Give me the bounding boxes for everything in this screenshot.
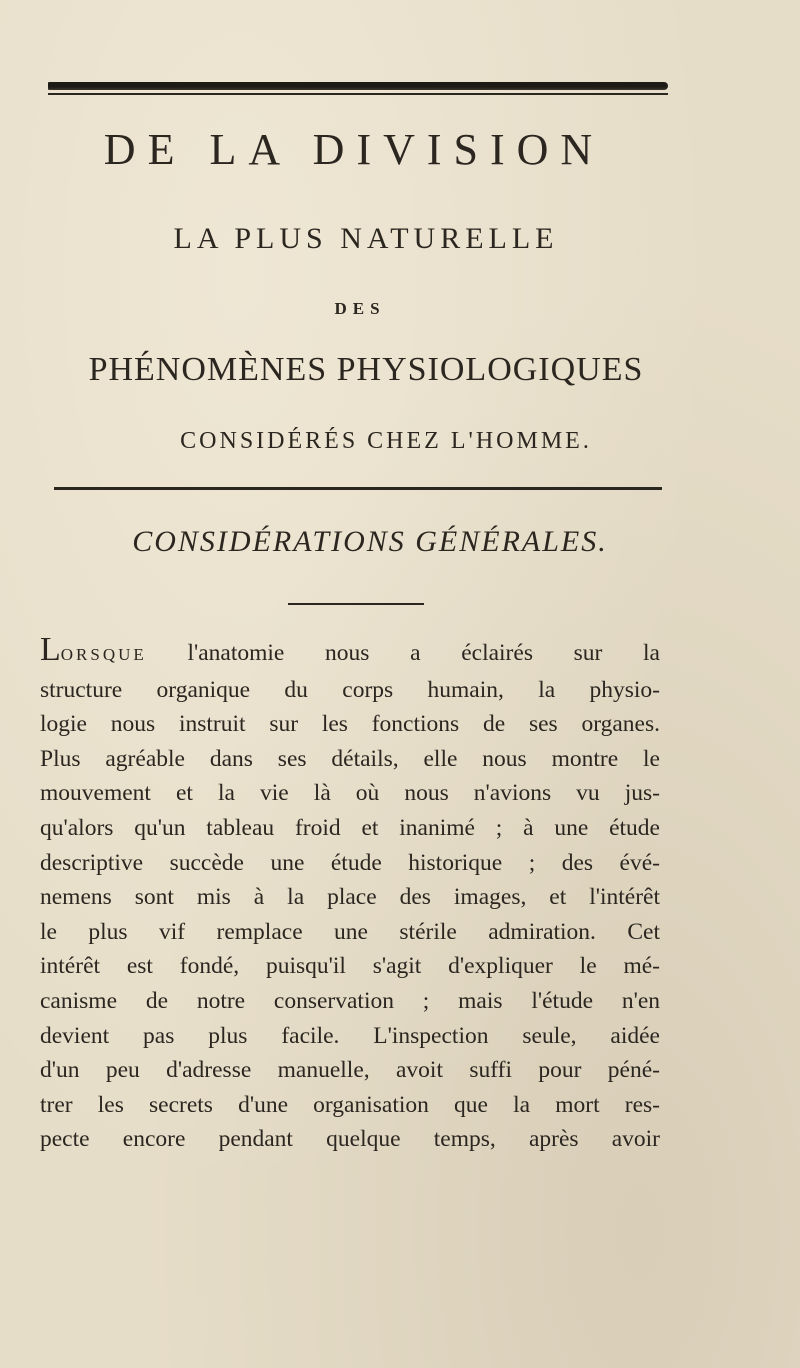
paragraph-line: nemens sont mis à la place des images, et l'intérêt xyxy=(40,884,660,911)
top-thin-rule xyxy=(48,93,668,95)
body-paragraph xyxy=(40,631,660,1157)
paragraph-line: d'un peu d'adresse manuelle, avoit suffi pour péné- xyxy=(40,1057,660,1084)
paragraph-line-text: l'anatomie nous a éclairés sur la xyxy=(146,640,660,666)
short-divider-rule xyxy=(288,603,424,605)
title-line-3: DES xyxy=(334,299,386,318)
paragraph-line: qu'alors qu'un tableau froid et inanimé ; à une étude xyxy=(40,814,660,841)
paragraph-line: le plus vif remplace une stérile admiration. Cet xyxy=(40,918,660,945)
top-ornamental-rule xyxy=(48,82,668,90)
paragraph-line: trer les secrets d'une organisation que la mort res- xyxy=(40,1091,660,1118)
paragraph-line: descriptive succède une étude historique ; des évé- xyxy=(40,849,660,876)
title-line-2: LA PLUS NATURELLE xyxy=(173,222,559,255)
section-title: CONSIDÉRATIONS GÉNÉRALES. xyxy=(132,525,608,558)
title-line-5: CONSIDÉRÉS CHEZ L'HOMME. xyxy=(180,428,592,454)
paragraph-line: structure organique du corps humain, la physio- xyxy=(40,676,660,703)
paragraph-line: devient pas plus facile. L'inspection seule, aidée xyxy=(40,1022,660,1049)
paragraph-line: canisme de notre conservation ; mais l'étude n'en xyxy=(40,987,660,1014)
title-line-4: PHÉNOMÈNES PHYSIOLOGIQUES xyxy=(88,351,644,388)
title-line-1: DE LA DIVISION xyxy=(103,125,605,174)
drop-cap: L xyxy=(40,631,61,668)
paragraph-line-1 xyxy=(40,631,660,673)
paragraph-line: pecte encore pendant quelque temps, après avoir xyxy=(40,1126,660,1153)
first-word-small-caps: ORSQUE xyxy=(60,645,147,664)
paragraph-line: Plus agréable dans ses détails, elle nous montre le xyxy=(40,745,660,772)
paragraph-line: intérêt est fondé, puisqu'il s'agit d'expliquer le mé- xyxy=(40,953,660,980)
paragraph-line: logie nous instruit sur les fonctions de ses organes. xyxy=(40,711,660,738)
section-divider-rule xyxy=(54,487,662,490)
paragraph-line: mouvement et la vie là où nous n'avions vu jus- xyxy=(40,780,660,807)
